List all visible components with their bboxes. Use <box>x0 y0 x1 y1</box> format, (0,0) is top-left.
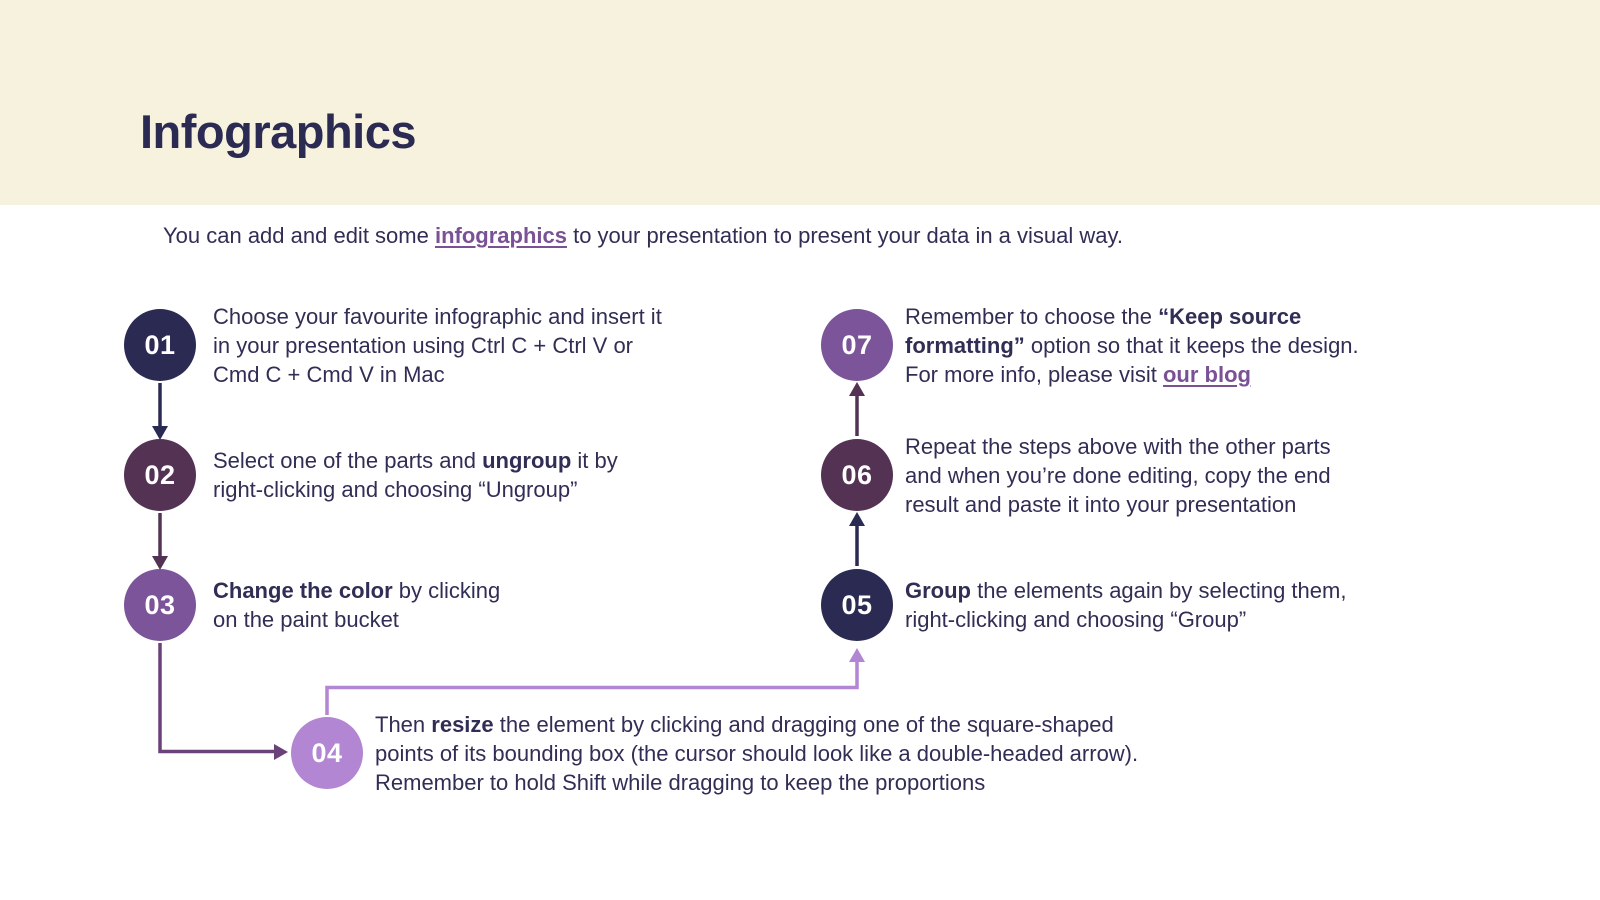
step-text-line <box>905 302 1359 331</box>
text-segment: in your presentation using Ctrl C + Ctrl V or <box>213 332 634 358</box>
text-segment: Select one of the parts and <box>213 448 483 473</box>
step-05 <box>821 545 1346 665</box>
step-text-line <box>213 605 500 634</box>
step-number-badge: 04 <box>291 717 363 789</box>
text-segment: right-clicking and choosing “Group” <box>905 607 1247 632</box>
step-number-badge: 06 <box>821 439 893 511</box>
text-segment: on the paint bucket <box>213 607 399 632</box>
step-text-line <box>375 710 1138 739</box>
step-number-badge: 01 <box>124 309 196 381</box>
emphasis-text: resize <box>431 711 494 737</box>
text-segment: Repeat the steps above with the other parts <box>905 433 1331 459</box>
emphasis-text: ungroup <box>482 448 572 473</box>
step-text <box>905 432 1331 519</box>
text-segment: You can add and edit some <box>163 223 435 248</box>
step-number-badge: 07 <box>821 309 893 381</box>
text-segment: right-clicking and choosing “Ungroup” <box>213 477 578 502</box>
step-01 <box>124 285 662 405</box>
step-text-line <box>375 768 1138 797</box>
text-segment: points of its bounding box (the cursor should look like a double-headed arrow). <box>375 740 1139 766</box>
arrowhead-right-icon <box>274 744 288 760</box>
text-segment: the element by clicking and dragging one of the square-shaped <box>493 711 1114 737</box>
intro-text <box>163 221 1123 251</box>
step-text <box>905 302 1359 389</box>
step-text-line <box>213 331 662 360</box>
step-text-line <box>905 360 1359 389</box>
step-text-line <box>905 331 1359 360</box>
text-segment: by clicking <box>392 578 501 603</box>
text-segment: Then <box>375 711 432 737</box>
text-segment: Choose your favourite infographic and insert it <box>213 303 662 329</box>
step-07 <box>821 285 1359 405</box>
text-segment: Remember to choose the <box>905 303 1159 329</box>
page-title: Infographics <box>140 105 417 158</box>
header-band <box>0 0 1600 205</box>
text-segment: and when you’re done editing, copy the end <box>905 462 1331 488</box>
step-text-line <box>213 302 662 331</box>
step-text-line <box>375 739 1138 768</box>
step-text <box>213 446 618 504</box>
step-text-line <box>905 576 1346 605</box>
text-segment: it by <box>571 448 618 473</box>
step-04 <box>291 693 1138 813</box>
step-text-line <box>905 432 1331 461</box>
emphasis-text: formatting” <box>905 332 1025 358</box>
text-segment: option so that it keeps the design. <box>1024 332 1359 358</box>
text-segment: For more info, please visit <box>905 361 1163 387</box>
step-text <box>375 710 1138 797</box>
text-segment: Cmd C + Cmd V in Mac <box>213 361 445 387</box>
step-text <box>213 302 662 389</box>
text-segment: Remember to hold Shift while dragging to keep the proportions <box>375 769 986 795</box>
step-number-badge: 03 <box>124 569 196 641</box>
step-number-badge: 05 <box>821 569 893 641</box>
step-06 <box>821 415 1331 535</box>
step-text <box>905 576 1346 634</box>
text-segment: result and paste it into your presentation <box>905 491 1297 517</box>
step-text-line <box>905 461 1331 490</box>
emphasis-text: Change the color <box>213 578 393 603</box>
step-02 <box>124 415 618 535</box>
infographics-link[interactable]: infographics <box>434 223 567 248</box>
text-segment: the elements again by selecting them, <box>971 578 1347 603</box>
our-blog-link[interactable]: our blog <box>1162 361 1251 387</box>
text-segment: to your presentation to present your data in a visual way. <box>566 223 1123 248</box>
step-text-line <box>213 446 618 475</box>
emphasis-text: “Keep source <box>1158 303 1302 329</box>
step-text-line <box>213 360 662 389</box>
step-text-line <box>213 475 618 504</box>
step-text <box>213 576 500 634</box>
emphasis-text: Group <box>905 578 971 603</box>
step-text-line <box>213 576 500 605</box>
step-number-badge: 02 <box>124 439 196 511</box>
step-03 <box>124 545 500 665</box>
step-text-line <box>905 490 1331 519</box>
step-text-line <box>905 605 1346 634</box>
